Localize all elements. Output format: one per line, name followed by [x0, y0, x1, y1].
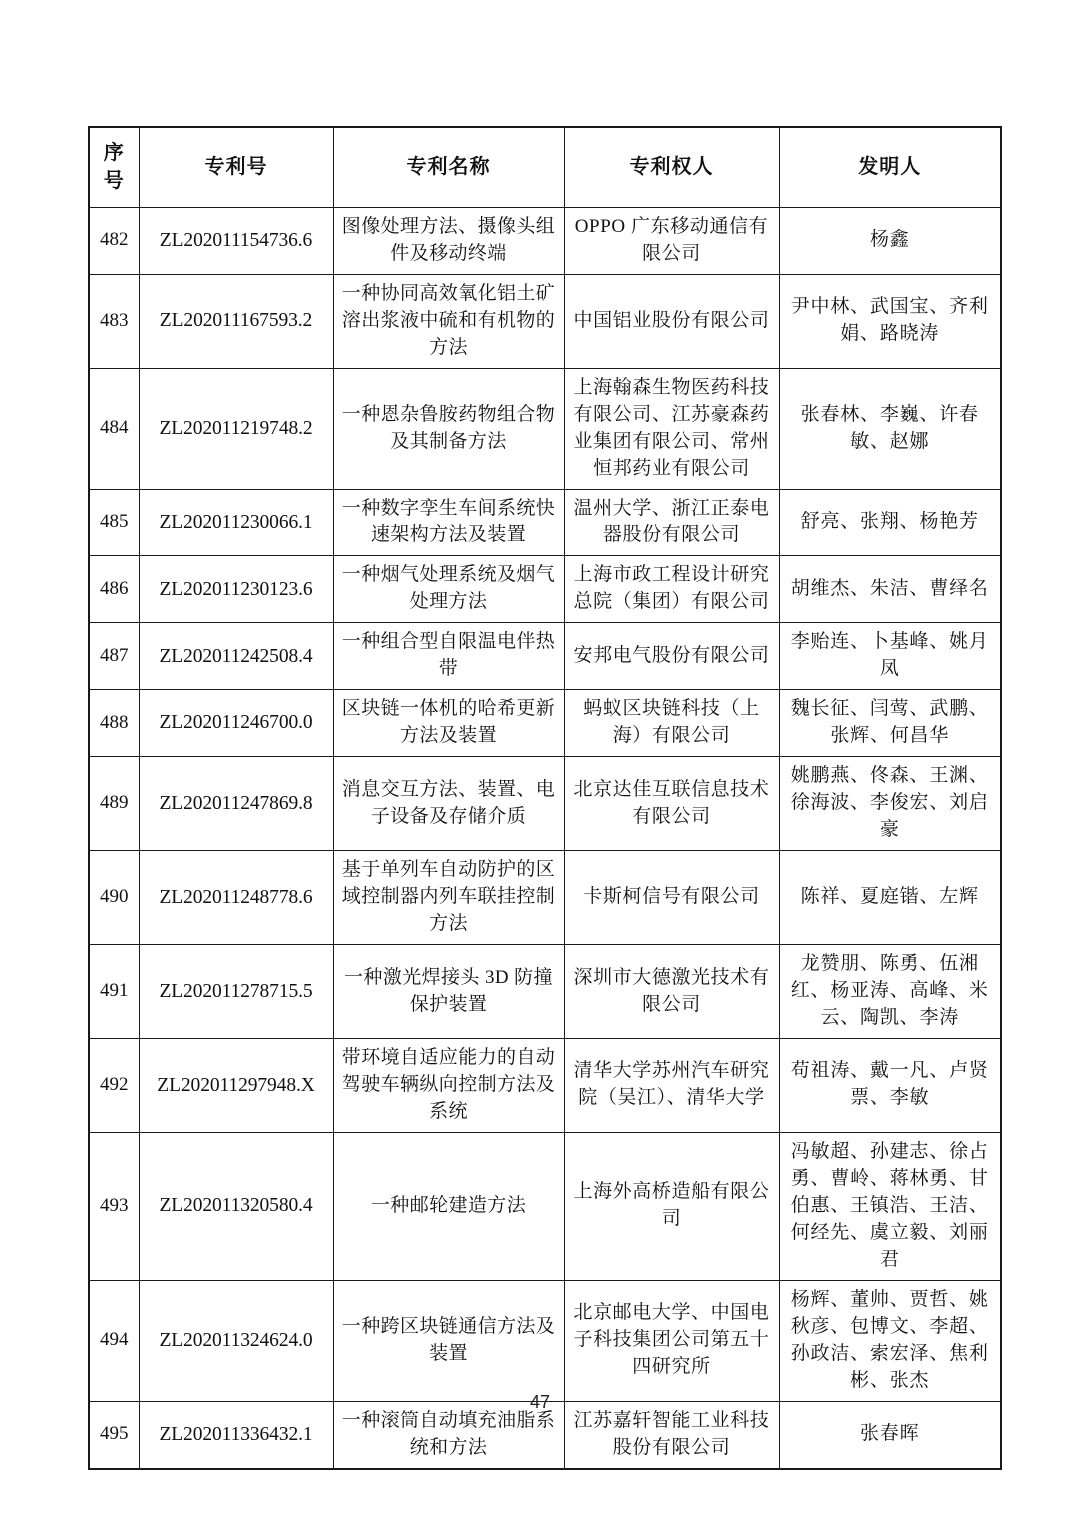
- table-row: [89, 1038, 1001, 1132]
- cell-seq: 485: [89, 489, 139, 556]
- cell-patent-name: 一种协同高效氧化铝土矿溶出浆液中硫和有机物的方法: [333, 274, 564, 368]
- cell-patent-name: 一种恩杂鲁胺药物组合物及其制备方法: [333, 368, 564, 489]
- column-header-patent-name: 专利名称: [333, 127, 564, 207]
- cell-patent-owner: 温州大学、浙江正泰电器股份有限公司: [564, 489, 779, 556]
- cell-seq: 489: [89, 757, 139, 851]
- table-row: [89, 690, 1001, 757]
- table-row: [89, 368, 1001, 489]
- cell-seq: 484: [89, 368, 139, 489]
- cell-inventor: 舒亮、张翔、杨艳芳: [779, 489, 1001, 556]
- cell-patent-no: ZL202011278715.5: [139, 945, 333, 1039]
- table-body: [89, 207, 1001, 1468]
- cell-inventor: 魏长征、闫莺、武鹏、张辉、何昌华: [779, 690, 1001, 757]
- cell-patent-owner: 深圳市大德激光技术有限公司: [564, 945, 779, 1039]
- column-header-inventor: 发明人: [779, 127, 1001, 207]
- cell-inventor: 杨辉、董帅、贾哲、姚秋彦、包博文、李超、孙政洁、索宏泽、焦利彬、张杰: [779, 1280, 1001, 1401]
- cell-patent-no: ZL202011247869.8: [139, 757, 333, 851]
- cell-patent-no: ZL202011230066.1: [139, 489, 333, 556]
- column-header-seq: [89, 127, 139, 207]
- cell-patent-no: ZL202011324624.0: [139, 1280, 333, 1401]
- table-row: [89, 1280, 1001, 1401]
- cell-seq: 482: [89, 207, 139, 274]
- cell-patent-owner: 蚂蚁区块链科技（上海）有限公司: [564, 690, 779, 757]
- table-row: [89, 851, 1001, 945]
- cell-seq: 495: [89, 1401, 139, 1468]
- cell-patent-name: 消息交互方法、装置、电子设备及存储介质: [333, 757, 564, 851]
- table-header-row: [89, 127, 1001, 207]
- cell-patent-name: 一种邮轮建造方法: [333, 1132, 564, 1280]
- column-header-patent-no: 专利号: [139, 127, 333, 207]
- cell-inventor: 胡维杰、朱洁、曹绎名: [779, 556, 1001, 623]
- cell-patent-no: ZL202011230123.6: [139, 556, 333, 623]
- cell-seq: 493: [89, 1132, 139, 1280]
- cell-patent-no: ZL202011219748.2: [139, 368, 333, 489]
- cell-inventor: 龙赞朋、陈勇、伍湘红、杨亚涛、高峰、米云、陶凯、李涛: [779, 945, 1001, 1039]
- cell-inventor: 张春晖: [779, 1401, 1001, 1468]
- cell-inventor: 尹中林、武国宝、齐利娟、路晓涛: [779, 274, 1001, 368]
- table-header: [89, 127, 1001, 207]
- cell-seq: 487: [89, 623, 139, 690]
- cell-patent-owner: 北京达佳互联信息技术有限公司: [564, 757, 779, 851]
- cell-patent-no: ZL202011297948.X: [139, 1038, 333, 1132]
- cell-patent-name: 图像处理方法、摄像头组件及移动终端: [333, 207, 564, 274]
- cell-seq: 483: [89, 274, 139, 368]
- cell-patent-name: 带环境自适应能力的自动驾驶车辆纵向控制方法及系统: [333, 1038, 564, 1132]
- cell-patent-owner: 江苏嘉轩智能工业科技股份有限公司: [564, 1401, 779, 1468]
- cell-patent-owner: 上海翰森生物医药科技有限公司、江苏豪森药业集团有限公司、常州恒邦药业有限公司: [564, 368, 779, 489]
- page-number: 47: [529, 1392, 551, 1412]
- cell-inventor: 李贻连、卜基峰、姚月凤: [779, 623, 1001, 690]
- cell-seq: 492: [89, 1038, 139, 1132]
- cell-patent-owner: 上海外高桥造船有限公司: [564, 1132, 779, 1280]
- cell-patent-no: ZL202011336432.1: [139, 1401, 333, 1468]
- cell-patent-name: 区块链一体机的哈希更新方法及装置: [333, 690, 564, 757]
- cell-patent-owner: 清华大学苏州汽车研究院（吴江）、清华大学: [564, 1038, 779, 1132]
- cell-patent-no: ZL202011167593.2: [139, 274, 333, 368]
- patent-table-container: [88, 126, 1000, 1470]
- cell-patent-owner: 北京邮电大学、中国电子科技集团公司第五十四研究所: [564, 1280, 779, 1401]
- cell-patent-owner: 中国铝业股份有限公司: [564, 274, 779, 368]
- cell-seq: 488: [89, 690, 139, 757]
- cell-patent-name: 一种跨区块链通信方法及装置: [333, 1280, 564, 1401]
- table-row: [89, 556, 1001, 623]
- cell-inventor: 苟祖涛、戴一凡、卢贤票、李敏: [779, 1038, 1001, 1132]
- cell-seq: 494: [89, 1280, 139, 1401]
- table-row: [89, 1132, 1001, 1280]
- cell-inventor: 冯敏超、孙建志、徐占勇、曹岭、蒋林勇、甘伯惠、王镇浩、王洁、何经先、虞立毅、刘丽君: [779, 1132, 1001, 1280]
- cell-patent-no: ZL202011154736.6: [139, 207, 333, 274]
- cell-patent-name: 一种滚筒自动填充油脂系统和方法: [333, 1401, 564, 1468]
- cell-inventor: 杨鑫: [779, 207, 1001, 274]
- cell-patent-no: ZL202011248778.6: [139, 851, 333, 945]
- column-header-seq-line2: 号: [103, 170, 125, 193]
- cell-patent-owner: 上海市政工程设计研究总院（集团）有限公司: [564, 556, 779, 623]
- cell-patent-no: ZL202011320580.4: [139, 1132, 333, 1280]
- table-row: [89, 274, 1001, 368]
- table-row: [89, 489, 1001, 556]
- cell-patent-owner: OPPO 广东移动通信有限公司: [564, 207, 779, 274]
- cell-seq: 490: [89, 851, 139, 945]
- cell-inventor: 陈祥、夏庭锴、左辉: [779, 851, 1001, 945]
- column-header-patent-owner: 专利权人: [564, 127, 779, 207]
- column-header-seq-line1: 序: [103, 142, 125, 164]
- table-row: [89, 623, 1001, 690]
- table-row: [89, 757, 1001, 851]
- cell-patent-no: ZL202011242508.4: [139, 623, 333, 690]
- cell-seq: 486: [89, 556, 139, 623]
- patent-table: [88, 126, 1002, 1470]
- cell-patent-name: 一种数字孪生车间系统快速架构方法及装置: [333, 489, 564, 556]
- cell-patent-owner: 卡斯柯信号有限公司: [564, 851, 779, 945]
- cell-inventor: 张春林、李巍、许春敏、赵娜: [779, 368, 1001, 489]
- cell-patent-no: ZL202011246700.0: [139, 690, 333, 757]
- table-row: [89, 207, 1001, 274]
- cell-inventor: 姚鹏燕、佟森、王渊、徐海波、李俊宏、刘启豪: [779, 757, 1001, 851]
- cell-patent-name: 基于单列车自动防护的区域控制器内列车联挂控制方法: [333, 851, 564, 945]
- cell-patent-owner: 安邦电气股份有限公司: [564, 623, 779, 690]
- cell-patent-name: 一种激光焊接头 3D 防撞保护装置: [333, 945, 564, 1039]
- table-row: [89, 945, 1001, 1039]
- cell-patent-name: 一种烟气处理系统及烟气处理方法: [333, 556, 564, 623]
- cell-seq: 491: [89, 945, 139, 1039]
- cell-patent-name: 一种组合型自限温电伴热带: [333, 623, 564, 690]
